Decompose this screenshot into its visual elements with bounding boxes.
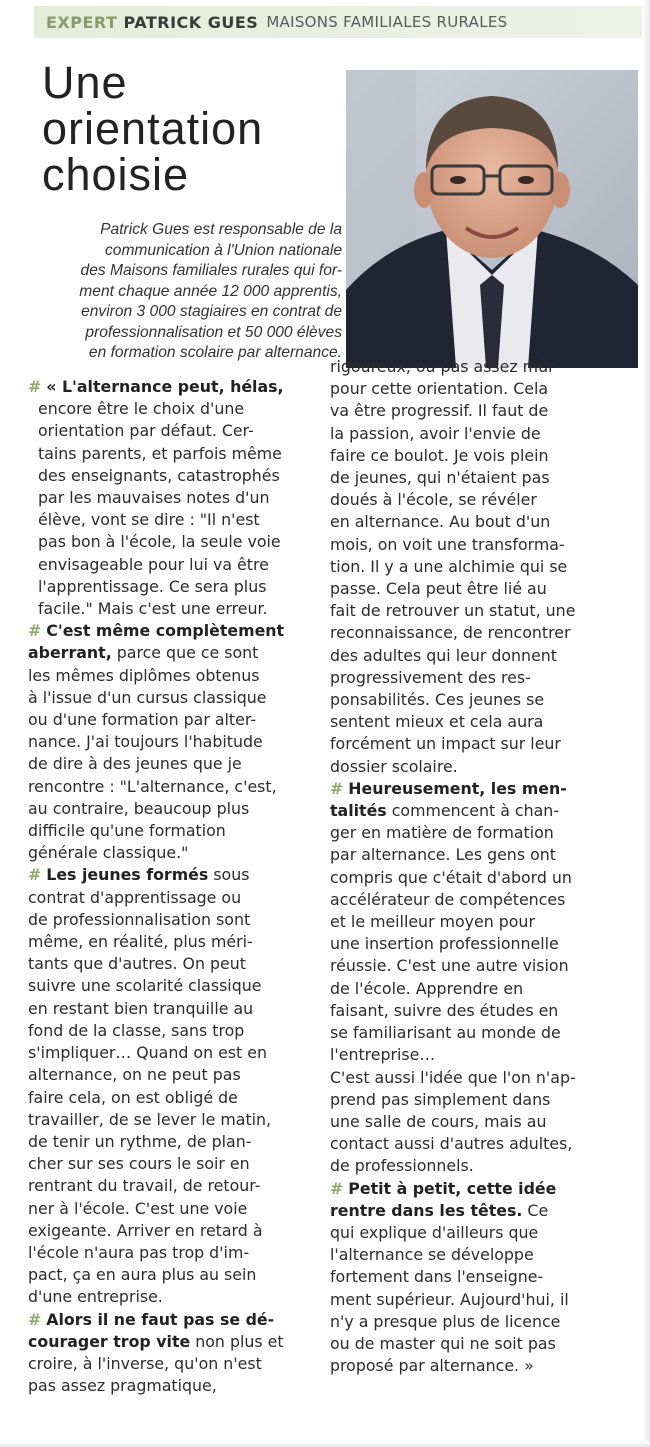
header-band: [34, 6, 642, 38]
body-line: doués à l'école, se révéler: [330, 490, 537, 510]
body-line: difficile qu'une formation: [28, 821, 226, 841]
paragraph-lead-cont: [28, 642, 310, 664]
intro-line: professionnalisation et 50 000 élèves: [85, 323, 342, 341]
paragraph-lead: [330, 778, 612, 800]
body-line: n'y a presque plus de licence: [330, 1311, 561, 1331]
body-line: de jeunes, qui n'étaient pas: [330, 468, 550, 488]
hash-marker: #: [330, 778, 344, 798]
title-line: Une: [42, 57, 128, 108]
portrait-illustration: [346, 70, 638, 368]
body-line: en alternance. Au bout d'un: [330, 512, 551, 532]
body-line: rencontre : "L'alternance, c'est,: [28, 776, 277, 796]
body-line: de l'école. Apprendre en: [330, 978, 524, 998]
body-line: tants que d'autres. On peut: [28, 954, 246, 974]
body-text: non plus et: [190, 1331, 284, 1351]
column-right: [330, 356, 612, 1377]
hash-marker: #: [330, 1178, 344, 1198]
body-line: de professionnels.: [330, 1156, 474, 1176]
body-line: faire cela, on est obligé de: [28, 1087, 238, 1107]
body-line: des enseignants, catastrophés: [38, 465, 280, 485]
body-line: l'entreprise…: [330, 1045, 436, 1065]
body-line: pact, ça en aura plus au sein: [28, 1265, 257, 1285]
body-line: nance. J'ai toujours l'habitude: [28, 732, 263, 752]
lead-bold: rentre dans les têtes.: [330, 1200, 523, 1220]
body-line: la passion, avoir l'envie de: [330, 423, 541, 443]
body-line: de tenir un rythme, de plan-: [28, 1131, 252, 1151]
body-line: ment supérieur. Aujourd'hui, il: [330, 1289, 569, 1309]
header-organization: MAISONS FAMILIALES RURALES: [266, 13, 508, 31]
body-line: par les mauvaises notes d'un: [38, 488, 270, 508]
body-line: reconnaissance, de rencontrer: [330, 623, 571, 643]
hash-marker: #: [28, 1309, 42, 1329]
body-line: mois, on voit une transforma-: [330, 534, 565, 554]
article-title: [42, 57, 342, 200]
body-line: C'est aussi l'idée que l'on n'ap-: [330, 1067, 576, 1087]
intro-paragraph: [36, 220, 342, 364]
title-line: choisie: [42, 149, 190, 200]
body-line: de professionnalisation sont: [28, 909, 251, 929]
body-line: générale classique.": [28, 843, 189, 863]
lead-bold: C'est même complètement: [46, 621, 285, 641]
body-line: au contraire, beaucoup plus: [28, 798, 250, 818]
body-line: l'apprentissage. Ce sera plus: [38, 576, 267, 596]
body-text: parce que ce sont: [111, 643, 259, 663]
body-line: pour cette orientation. Cela: [330, 379, 549, 399]
body-line: rigoureux, ou pas assez mûr: [330, 357, 555, 376]
body-line: forcément un impact sur leur: [330, 734, 561, 754]
body-line: contrat d'apprentissage ou: [28, 887, 242, 907]
body-line: fait de retrouver un statut, une: [330, 601, 576, 621]
body-line: une insertion professionnelle: [330, 934, 559, 954]
body-text: commencent à chan-: [386, 801, 560, 821]
body-line: qui explique d'ailleurs que: [330, 1222, 539, 1242]
body-line: prend pas simplement dans: [330, 1089, 551, 1109]
body-line: par alternance. Les gens ont: [330, 845, 556, 865]
title-line: orientation: [42, 103, 264, 154]
body-line: fond de la classe, sans trop: [28, 1020, 245, 1040]
body-line: travailler, de se lever le matin,: [28, 1109, 272, 1129]
body-line: pas bon à l'école, la seule voie: [38, 532, 281, 552]
intro-line: ment chaque année 12 000 apprentis,: [79, 282, 342, 300]
body-line: exigeante. Arriver en retard à: [28, 1220, 263, 1240]
body-line: ner à l'école. C'est une voie: [28, 1198, 248, 1218]
intro-line: communication à l'Union nationale: [104, 241, 342, 259]
body-line: même, en réalité, plus méri-: [28, 932, 253, 952]
lead-bold: Alors il ne faut pas se dé-: [46, 1309, 275, 1329]
body-line: progressivement des res-: [330, 667, 531, 687]
body-line: d'une entreprise.: [28, 1287, 163, 1307]
column-left: [28, 376, 310, 1397]
paragraph-lead: [28, 376, 310, 398]
body-line: se familiarisant au monde de: [330, 1023, 561, 1043]
article-page: [6, 4, 642, 1440]
paragraph-lead-cont: [330, 1200, 612, 1222]
body-line: cher sur ses cours le soir en: [28, 1154, 250, 1174]
body-line: des adultes qui leur donnent: [330, 645, 557, 665]
lead-bold: talités: [330, 801, 387, 821]
body-line: croire, à l'inverse, qu'on n'est: [28, 1353, 262, 1373]
paragraph-lead: [330, 1178, 612, 1200]
body-line: va être progressif. Il faut de: [330, 401, 549, 421]
hash-marker: #: [28, 377, 42, 396]
intro-line: environ 3 000 stagiaires en contrat de: [81, 303, 342, 320]
paragraph-lead: [28, 1309, 310, 1331]
body-line: sentent mieux et cela aura: [330, 712, 544, 732]
paragraph-lead-cont: [28, 1331, 310, 1353]
body-line: tains parents, et parfois même: [38, 443, 282, 463]
paragraph-lead: [28, 620, 310, 642]
body-line: contact aussi d'autres adultes,: [330, 1134, 573, 1154]
lead-bold: aberrant,: [28, 643, 112, 663]
body-line: de dire à des jeunes que je: [28, 754, 242, 774]
scan-edge-right: [642, 0, 650, 1447]
body-line: passe. Cela peut être lié au: [330, 579, 547, 599]
body-line: les mêmes diplômes obtenus: [28, 665, 260, 685]
body-line: s'impliquer… Quand on est en: [28, 1043, 268, 1063]
body-line: ou d'une formation par alter-: [28, 710, 257, 730]
body-line: réussie. C'est une autre vision: [330, 956, 569, 976]
body-line: proposé par alternance. »: [330, 1356, 534, 1376]
body-line: suivre une scolarité classique: [28, 976, 262, 996]
hash-marker: #: [28, 865, 42, 885]
body-line: ou de master qui ne soit pas: [330, 1333, 556, 1353]
body-line: pas assez pragmatique,: [28, 1376, 217, 1396]
body-line: faisant, suivre des études en: [330, 1000, 559, 1020]
body-line: faire ce boulot. Je vois plein: [330, 445, 549, 465]
body-line: encore être le choix d'une: [38, 399, 245, 419]
lead-bold: « L'alternance peut, hélas,: [46, 377, 284, 396]
intro-line: Patrick Gues est responsable de la: [100, 221, 342, 238]
portrait-photo: [346, 70, 638, 368]
body-line: une salle de cours, mais au: [330, 1111, 547, 1131]
body-line: envisageable pour lui va être: [38, 554, 269, 574]
body-line: alternance, on ne peut pas: [28, 1065, 241, 1085]
header-tag: EXPERT: [46, 12, 118, 32]
body-line: l'alternance se développe: [330, 1245, 534, 1265]
body-text: Ce: [522, 1200, 549, 1220]
body-line: dossier scolaire.: [330, 756, 458, 776]
scan-edge-bottom: [0, 1441, 650, 1447]
lead-bold: Les jeunes formés: [46, 865, 209, 885]
header-name: PATRICK GUES: [123, 12, 259, 32]
body-line: rentrant du travail, de retour-: [28, 1176, 261, 1196]
body-line: accélérateur de compétences: [330, 889, 566, 909]
intro-line: en formation scolaire par alternance.: [88, 344, 342, 361]
lead-bold: Heureusement, les men-: [348, 778, 567, 798]
body-text: sous: [208, 865, 250, 885]
body-line: l'école n'aura pas trop d'im-: [28, 1242, 250, 1262]
body-line: et le meilleur moyen pour: [330, 912, 535, 932]
body-line: tion. Il y a une alchimie qui se: [330, 556, 568, 576]
lead-bold: Petit à petit, cette idée: [348, 1178, 557, 1198]
paragraph-lead: [28, 864, 310, 886]
intro-line: des Maisons familiales rurales qui for-: [80, 262, 342, 279]
paragraph-lead-cont: [330, 800, 612, 822]
body-line: en restant bien tranquille au: [28, 998, 254, 1018]
hash-marker: #: [28, 621, 42, 641]
body-line: compris que c'était d'abord un: [330, 867, 572, 887]
body-line: élève, vont se dire : "Il n'est: [38, 510, 260, 530]
body-line: ger en matière de formation: [330, 823, 554, 843]
body-line: fortement dans l'enseigne-: [330, 1267, 544, 1287]
body-line: orientation par défaut. Cer-: [38, 421, 254, 441]
lead-bold: courager trop vite: [28, 1331, 191, 1351]
body-line: facile." Mais c'est une erreur.: [38, 599, 268, 619]
body-line: à l'issue d'un cursus classique: [28, 687, 267, 707]
body-line: ponsabilités. Ces jeunes se: [330, 690, 545, 710]
